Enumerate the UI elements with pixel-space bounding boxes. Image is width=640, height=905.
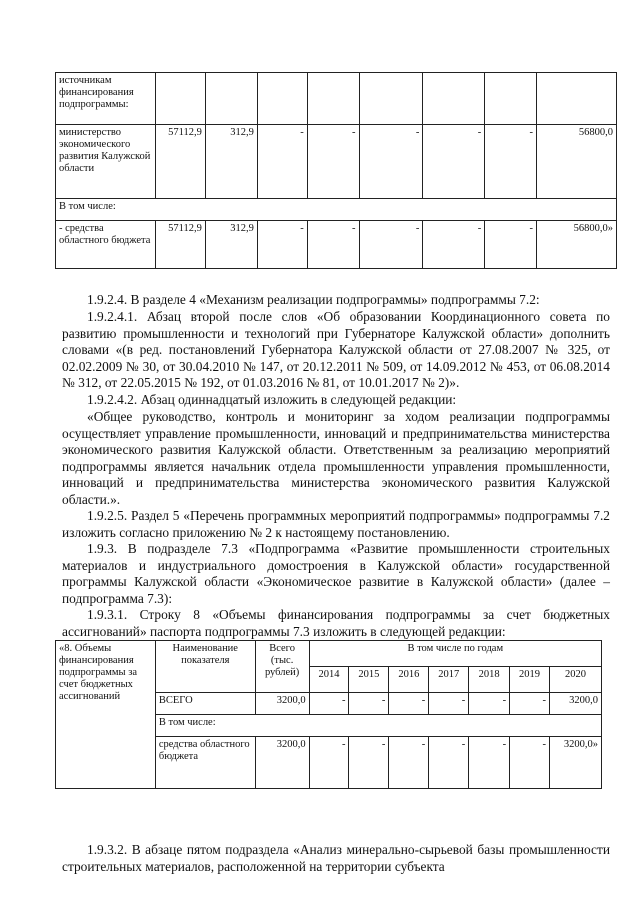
year-header: 2019: [510, 667, 550, 693]
cell-value: -: [469, 693, 510, 715]
cell-value: -: [510, 693, 550, 715]
cell-value: -: [389, 737, 429, 789]
table-row: [56, 73, 617, 125]
cell-value: -: [307, 125, 359, 199]
cell-value: 57112,9: [155, 125, 205, 199]
cell-value: -: [349, 737, 389, 789]
cell-value: 56800,0»: [537, 221, 617, 269]
table-row: [56, 199, 617, 221]
cell-value: 312,9: [205, 125, 257, 199]
paragraph: 1.9.2.5. Раздел 5 «Перечень программных мероприятий подпрограммы» подпрограммы 7.2 изложить согласно приложению № 2 к настоящему постановлению.: [62, 508, 610, 540]
row-name: В том числе:: [155, 715, 601, 737]
row-label: - средства областного бюджета: [56, 221, 156, 269]
year-header: 2016: [389, 667, 429, 693]
cell-value: 57112,9: [155, 221, 205, 269]
cell-value: 312,9: [205, 221, 257, 269]
cell-value: 3200,0»: [550, 737, 602, 789]
year-header: 2015: [349, 667, 389, 693]
row-label: «8. Объемы финансирования подпрограммы за счет бюджетных ассигнований: [56, 641, 156, 789]
row-label: министерство экономического развития Калужской области: [56, 125, 156, 199]
table-row: [56, 221, 617, 269]
cell-value: -: [309, 737, 349, 789]
financing-table-1: [55, 72, 617, 269]
cell-value: -: [429, 737, 469, 789]
table-row: [56, 125, 617, 199]
paragraph: 1.9.2.4. В разделе 4 «Механизм реализации подпрограммы» подпрограммы 7.2:: [87, 292, 540, 307]
paragraph: 1.9.3.1. Строку 8 «Объемы финансирования подпрограммы за счет бюджетных ассигнований» паспорта подпрограммы 7.3 изложить в следующей редакции:: [62, 607, 610, 639]
cell-value: -: [469, 737, 510, 789]
column-header: Наименование показателя: [155, 641, 255, 693]
cell-value: -: [257, 125, 307, 199]
row-name: ВСЕГО: [155, 693, 255, 715]
paragraph: «Общее руководство, контроль и мониторинг за ходом реализации подпрограммы осуществляет управление промышленности, инноваций и предпринимательства министерства экономического развития Калужской области. Ответственным за реализацию мероприятий подпрограммы является начальник отдела промышленности управления промышленности, инноваций и предпринимательства министерства экономического развития Калужской области.».: [62, 409, 610, 507]
financing-table-2: [55, 640, 602, 789]
year-header: 2017: [429, 667, 469, 693]
row-label: В том числе:: [56, 199, 617, 221]
row-label: источникам финансирования подпрограммы:: [56, 73, 156, 125]
cell-value: -: [309, 693, 349, 715]
column-header: В том числе по годам: [309, 641, 601, 667]
column-header: Всего (тыс. рублей): [255, 641, 309, 693]
cell-value: 3200,0: [550, 693, 602, 715]
cell-value: -: [429, 693, 469, 715]
cell-value: -: [423, 125, 485, 199]
cell-value: -: [359, 125, 423, 199]
cell-value: -: [349, 693, 389, 715]
cell-value: -: [485, 221, 537, 269]
paragraph: 1.9.3. В подразделе 7.3 «Подпрограмма «Развитие промышленности строительных материалов и индустриального домостроения в Калужской области» государственной программы Калужской области «Экономическое развитие в Калужской области» (далее – подпрограмма 7.3):: [62, 541, 610, 606]
year-header: 2018: [469, 667, 510, 693]
cell-value: -: [485, 125, 537, 199]
cell-value: 3200,0: [255, 693, 309, 715]
cell-value: -: [359, 221, 423, 269]
paragraph: 1.9.2.4.2. Абзац одиннадцатый изложить в следующей редакции:: [87, 392, 457, 407]
cell-value: -: [423, 221, 485, 269]
cell-value: 56800,0: [537, 125, 617, 199]
row-name: средства областного бюджета: [155, 737, 255, 789]
paragraph: 1.9.3.2. В абзаце пятом подраздела «Анализ минерально-сырьевой базы промышленности строительных материалов, расположенной на территории субъекта: [62, 842, 610, 874]
cell-value: -: [307, 221, 359, 269]
year-header: 2020: [550, 667, 602, 693]
cell-value: 3200,0: [255, 737, 309, 789]
cell-value: -: [510, 737, 550, 789]
table-row: [56, 641, 602, 667]
paragraph: 1.9.2.4.1. Абзац второй после слов «Об образовании Координационного совета по развитию промышленности и технологий при Губернаторе Калужской области» дополнить словами «(в ред. постановлений Губернатора Калужской области от 27.08.2007 № 325, от 02.02.2009 № 30, от 30.04.2010 № 147, от 20.12.2011 № 509, от 14.09.2012 № 453, от 06.08.2014 № 312, от 22.05.2015 № 192, от 01.03.2016 № 81, от 10.01.2017 № 2)».: [62, 309, 610, 391]
cell-value: -: [257, 221, 307, 269]
cell-value: -: [389, 693, 429, 715]
year-header: 2014: [309, 667, 349, 693]
